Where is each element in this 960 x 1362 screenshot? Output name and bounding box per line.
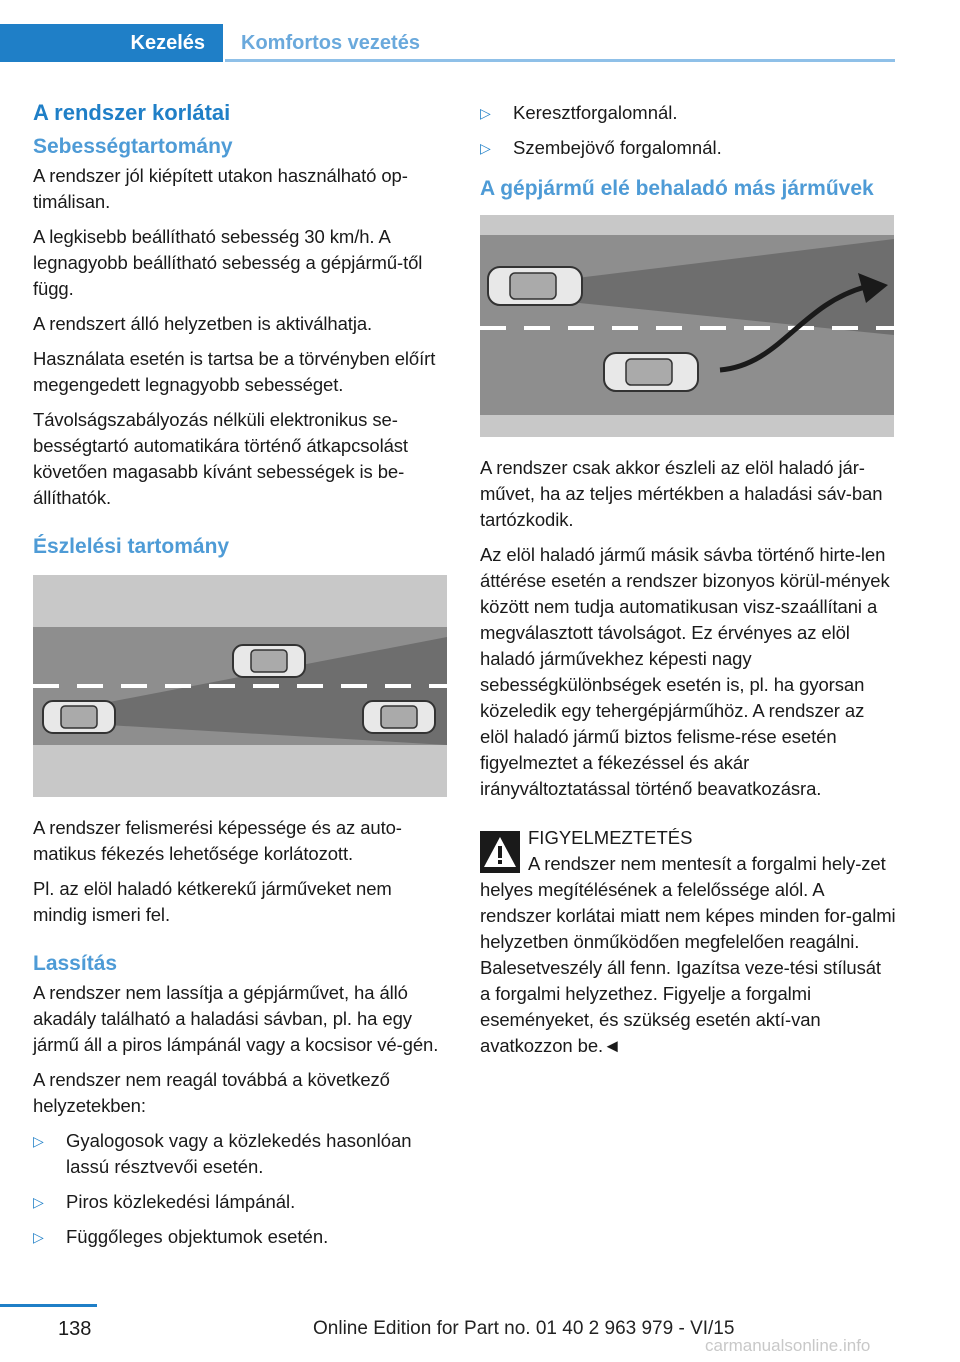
triangle-bullet-icon: ▷ — [33, 1229, 44, 1245]
list-item: ▷ Piros közlekedési lámpánál. — [33, 1189, 449, 1215]
list-item: ▷ Szembejövő forgalomnál. — [480, 135, 896, 161]
list-item: ▷ Keresztforgalomnál. — [480, 100, 896, 126]
warning-title: FIGYELMEZTETÉS — [528, 827, 693, 848]
paragraph: A rendszer felismerési képessége és az auto-matikus fékezés lehetősége korlátozott. — [33, 817, 402, 864]
triangle-bullet-icon: ▷ — [480, 105, 491, 121]
page-number: 138 — [58, 1318, 92, 1340]
situation-list-continued — [480, 100, 896, 161]
car-icon — [363, 701, 435, 733]
watermark: carmanualsonline.info — [705, 1336, 871, 1355]
car-icon — [233, 645, 305, 677]
section-title: A rendszer korlátai — [33, 100, 231, 125]
chapter-tab: Kezelés — [0, 24, 223, 62]
paragraph: Távolságszabályozás nélküli elektronikus se-bességtartó automatikára történő átkapcsolást követően magasabb kívánt sebességek is be-állíthatók. — [33, 409, 408, 508]
detection-range-heading: Észlelési tartomány — [33, 535, 230, 558]
paragraph: A rendszer nem lassítja a gépjárművet, ha álló akadály található a haladási sávban, pl. ha egy jármű áll a piros lámpánál vagy a kocsisor vé-gén. — [33, 982, 439, 1055]
section-tab: Komfortos vezetés — [241, 31, 420, 54]
paragraph: A rendszert álló helyzetben is aktiválhatja. — [33, 313, 373, 334]
warning-box — [480, 825, 896, 851]
warning-text: A rendszer nem mentesít a forgalmi hely-zet helyes megítélésének a felelőssége alól. A rendszer korlátai miatt nem képes minden for-galmi helyzetben önműködően megfelelően reagálni. Balesetveszély áll fenn. Igazítsa veze-tési stílusát a forgalmi helyzethez. Figyelje a forgalmi eseményeket, és szükség esetén aktí-van avatkozzon be.◄ — [480, 853, 896, 1056]
triangle-bullet-icon: ▷ — [480, 140, 491, 156]
paragraph: Pl. az elöl haladó kétkerekű járműveket nem mindig ismeri fel. — [33, 878, 392, 925]
paragraph: A rendszer nem reagál továbbá a következő helyzetekben: — [33, 1069, 390, 1116]
footer-rule — [0, 1304, 97, 1307]
warning-triangle-icon — [480, 831, 520, 873]
list-item: ▷ Függőleges objektumok esetén. — [33, 1224, 449, 1250]
triangle-bullet-icon: ▷ — [33, 1133, 44, 1149]
car-icon — [43, 701, 115, 733]
paragraph: A rendszer jól kiépített utakon használható op-timálisan. — [33, 165, 408, 212]
page-header — [0, 24, 895, 62]
edition-info: Online Edition for Part no. 01 40 2 963 979 - VI/15 — [313, 1318, 735, 1339]
cut-in-vehicles-heading: A gépjármű elé behaladó más járművek — [480, 177, 874, 200]
list-item: ▷ Gyalogosok vagy a közlekedés hasonlóan lassú résztvevői esetén. — [33, 1130, 412, 1177]
cut-in-illustration — [480, 215, 894, 437]
paragraph: A legkisebb beállítható sebesség 30 km/h. A legnagyobb beállítható sebesség a gépjármű-től függ. — [33, 226, 423, 299]
speed-range-heading: Sebességtartomány — [33, 135, 233, 158]
header-rule — [225, 59, 895, 62]
deceleration-heading: Lassítás — [33, 952, 118, 975]
paragraph: Az elöl haladó jármű másik sávba történő hirte-len áttérése esetén a rendszer bizonyos körül-mények között nem tudja automatikusan visz-szaállítani a megválasztott távolságot. Ez érvényes az elöl haladó járművekhez képesti nagy sebességkülönbségek esetén is, pl. ha gyorsan közeledik egy tehergépjárműhöz. A rendszer az elöl haladó jármű biztos felisme-rése esetén figyelmeztet a fékezéssel és akár irányváltoztatással történő beavatkozásra. — [480, 544, 890, 799]
situation-list — [33, 1128, 449, 1250]
paragraph: A rendszer csak akkor észleli az elöl haladó jár-művet, ha az teljes mértékben a haladási sáv-ban tartózkodik. — [480, 457, 883, 530]
car-icon — [488, 267, 582, 305]
triangle-bullet-icon: ▷ — [33, 1194, 44, 1210]
car-icon — [604, 353, 698, 391]
left-column — [33, 100, 449, 1259]
right-column — [480, 100, 896, 1068]
paragraph: Használata esetén is tartsa be a törvényben előírt megengedett legnagyobb sebességet. — [33, 348, 436, 395]
detection-range-illustration — [33, 575, 447, 797]
